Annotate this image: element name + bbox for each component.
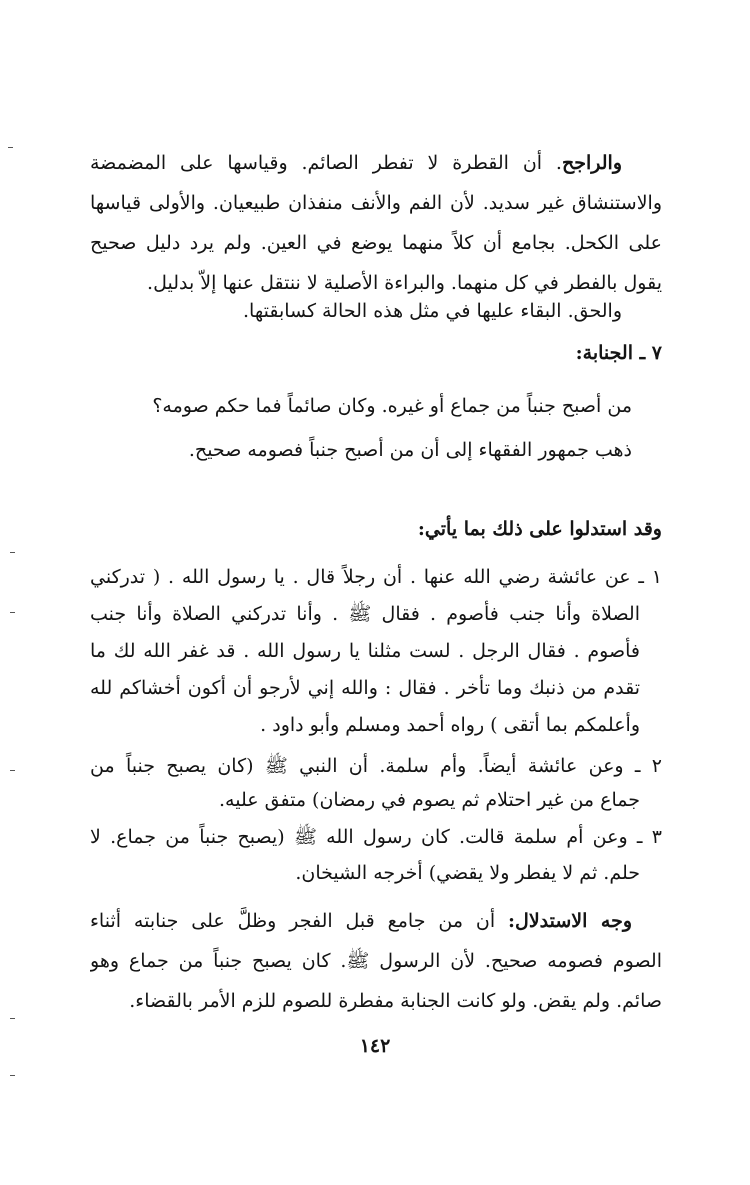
hadith-line: وأعلمكم بما أتقى ) رواه أحمد ومسلم وأبو داود .: [260, 714, 640, 736]
section-heading: ٧ ـ الجنابة:: [575, 342, 662, 364]
inference-paragraph: [90, 901, 662, 1021]
paragraph-line: والحق. البقاء عليها في مثل هذه الحالة كسابقتها.: [243, 300, 622, 322]
evidence-heading-block: [90, 509, 662, 549]
paragraph-line: الصوم فصومه صحيح. لأن الرسول ﷺ. كان يصبح جنباً من جماع وهو: [90, 950, 662, 972]
inference-lead: وجه الاستدلال:: [508, 910, 633, 932]
hadith-2: [90, 748, 662, 816]
conclusion-paragraph: [90, 143, 662, 303]
hadith-3: [90, 819, 662, 891]
hadith-1: [90, 559, 662, 744]
scan-mark: [10, 1018, 15, 1019]
scan-mark: [10, 1075, 15, 1076]
paragraph-line: [90, 901, 662, 941]
lead-word: والراجح: [561, 152, 622, 174]
hadith-line: تقدم من ذنبك وما تأخر . فقال : والله إني لأرجو أن أكون أخشاكم لله: [90, 677, 640, 699]
truth-paragraph: [90, 291, 662, 331]
section-7-body: [90, 384, 662, 472]
hadith-line: حلم. ثم لا يفطر ولا يقضي) أخرجه الشيخان.: [295, 862, 640, 884]
section-7: [90, 333, 662, 373]
hadith-line: جماع من غير احتلام ثم يصوم في رمضان) متفق عليه.: [219, 789, 640, 811]
evidence-heading: وقد استدلوا على ذلك بما يأتي:: [417, 518, 662, 540]
hadith-line: ٣ ـ وعن أم سلمة قالت. كان رسول الله ﷺ (يصبح جنباً من جماع. لا: [90, 826, 662, 848]
line-text: . أن القطرة لا تفطر الصائم. وقياسها على المضمضة: [90, 152, 562, 174]
answer-line: ذهب جمهور الفقهاء إلى أن من أصبح جنباً فصومه صحيح.: [188, 439, 632, 461]
paragraph-line: على الكحل. بجامع أن كلاً منهما يوضع في العين. ولم يرد دليل صحيح: [90, 232, 662, 254]
hadith-line: فأصوم . فقال الرجل . لست مثلنا يا رسول الله . قد غفر الله لك ما: [90, 640, 640, 662]
scan-mark: [8, 147, 13, 148]
paragraph-line: يقول بالفطر في كل منهما. والبراءة الأصلية لا ننتقل عنها إلاّ بدليل.: [147, 272, 662, 294]
question-line: من أصبح جنباً من جماع أو غيره. وكان صائماً فما حكم صومه؟: [152, 395, 632, 417]
hadith-line: ١ ـ عن عائشة رضي الله عنها . أن رجلاً قال . يا رسول الله . ( تدركني: [90, 566, 662, 588]
paragraph-line: [90, 143, 662, 183]
page-number: ١٤٢: [359, 1035, 391, 1057]
scan-mark: [10, 612, 15, 613]
inference-text: أن من جامع قبل الفجر وظلَّ على جنابته أثناء: [90, 910, 496, 932]
paragraph-line: صائم. ولم يقض. ولو كانت الجنابة مفطرة للصوم للزم الأمر بالقضاء.: [129, 990, 662, 1012]
hadith-line: الصلاة وأنا جنب فأصوم . فقال ﷺ . وأنا تدركني الصلاة وأنا جنب: [90, 603, 640, 625]
scan-mark: [10, 552, 15, 553]
hadith-line: ٢ ـ وعن عائشة أيضاً. وأم سلمة. أن النبي ﷺ (كان يصبح جنباً من: [90, 755, 662, 777]
scan-mark: [10, 770, 15, 771]
paragraph-line: والاستنشاق غير سديد. لأن الفم والأنف منفذان طبيعيان. والأولى قياسها: [90, 192, 662, 214]
